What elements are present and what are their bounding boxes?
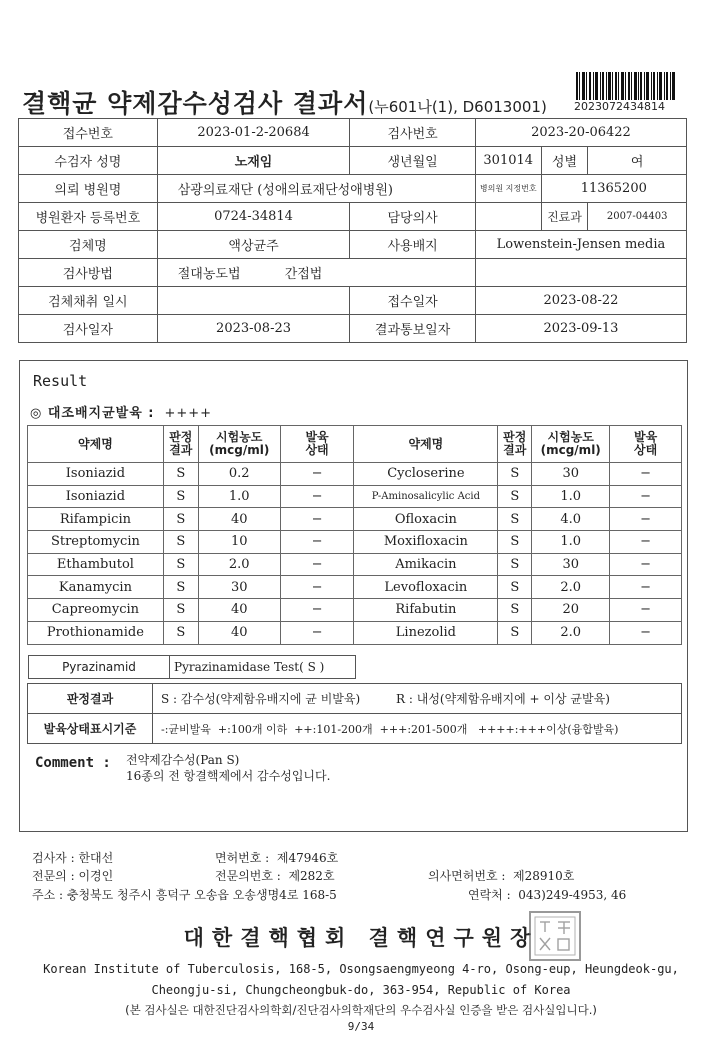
method-label: 검사방법 [19,259,158,287]
table-row [28,531,682,554]
barcode-icon [576,72,676,100]
report-date: 2023-09-13 [475,315,686,343]
specialist: 전문의 : 이경인 [32,869,114,883]
dob: 301014 [475,147,541,175]
dept-code: 2007-04403 [588,203,687,231]
hospital-code: 11365200 [541,175,686,203]
cell-r1: S [163,463,198,486]
cell-g1: − [280,508,354,531]
drug-header: 약제명 [28,426,164,463]
cell-c2: 1.0 [532,485,610,508]
control-growth [30,402,212,421]
table-row [28,485,682,508]
cell-r1: S [163,485,198,508]
medium: Lowenstein-Jensen media [475,231,686,259]
control-growth-value: ++++ [164,406,213,421]
cell-g2: − [610,508,682,531]
conc-header-b [532,426,610,463]
test-date-label: 검사일자 [19,315,158,343]
judgment-legend-label: 판정결과 [28,684,153,714]
patient-name-label: 수검자 성명 [19,147,158,175]
hospital-label: 의뢰 병원명 [19,175,158,203]
cell-g2: − [610,531,682,554]
cell-r2: S [498,599,532,622]
judgment-r: R : 내성(약제함유배지에 + 이상 균발육) [396,692,610,706]
cell-c1: 40 [198,508,280,531]
cell-r1: S [163,508,198,531]
cell-c2: 30 [532,463,610,486]
cell-c1: 2.0 [198,553,280,576]
growth-header-b [610,426,682,463]
dob-label: 생년월일 [350,147,476,175]
cell-g2: − [610,553,682,576]
table-row [28,508,682,531]
cell-g1: − [280,463,354,486]
cell-r2: S [498,553,532,576]
growth-header-1: 발육 [305,430,329,444]
cell-g1: − [280,485,354,508]
cell-r1: S [163,576,198,599]
comment-label: Comment : [35,755,111,771]
test-no-label: 검사번호 [350,119,476,147]
cell-d2: P-Aminosalicylic Acid [354,485,498,508]
received-date: 2023-08-22 [475,287,686,315]
judgment-s: S : 감수성(약제함유배지에 균 비발육) [161,692,361,706]
hospital: 삼광의료재단 (성애의료재단성애병원) [157,175,475,203]
title-code: (누601나(1), D6013001) [368,98,547,116]
report-date-label: 결과통보일자 [350,315,476,343]
cell-d2: Levofloxacin [354,576,498,599]
cell-g2: − [610,599,682,622]
judgment-header [163,426,198,463]
cell-r1: S [163,599,198,622]
address: 주소 : 충청북도 청주시 흥덕구 오송읍 오송생명4로 168-5 [32,888,337,902]
patient-name: 노재임 [157,147,350,175]
judgment-header-1: 판정 [169,430,193,444]
cell-c1: 0.2 [198,463,280,486]
pza-label: Pyrazinamid [29,656,170,678]
cell-g1: − [280,576,354,599]
cell-c2: 2.0 [532,576,610,599]
cell-g2: − [610,576,682,599]
doctor-value [475,203,541,231]
document-title [22,84,547,120]
contact: 연락처 : 043)249-4953, 46 [468,888,627,902]
patient-reg: 0724-34814 [157,203,350,231]
table-row [28,621,682,644]
seal-stamp-icon [528,910,582,962]
cell-c2: 2.0 [532,621,610,644]
judgment-header-b1: 판정 [503,430,527,444]
drug-header-2: 약제명 [354,426,498,463]
english-address-2: Cheongju-si, Chungcheongbuk-do, 363-954, Republic of Korea [151,983,571,997]
cell-r2: S [498,621,532,644]
title-text: 결핵균 약제감수성검사 결과서 [22,89,369,118]
cell-g1: − [280,599,354,622]
judgment-header-2: 결과 [169,443,193,457]
patient-info-table [18,118,687,343]
sex: 여 [588,147,687,175]
cell-d1: Isoniazid [28,463,164,486]
cell-d2: Cycloserine [354,463,498,486]
cell-c2: 20 [532,599,610,622]
received-date-label: 접수일자 [350,287,476,315]
growth-header [280,426,354,463]
english-address-1: Korean Institute of Tuberculosis, 168-5, Osongsaengmyeong 4-ro, Osong-eup, Heungdeok-gu, [43,962,679,976]
cell-g2: − [610,621,682,644]
conc-header [198,426,280,463]
cell-r1: S [163,553,198,576]
receipt-no-label: 접수번호 [19,119,158,147]
doctor-license: 의사면허번호 : 제28910호 [428,869,575,883]
cell-r2: S [498,485,532,508]
cell-c1: 40 [198,621,280,644]
cell-d1: Kanamycin [28,576,164,599]
method [157,259,475,287]
sex-label: 성별 [541,147,588,175]
cell-d1: Rifampicin [28,508,164,531]
table-row [28,576,682,599]
cell-c1: 1.0 [198,485,280,508]
receipt-no: 2023-01-2-20684 [157,119,350,147]
test-no: 2023-20-06422 [475,119,686,147]
comment-line-2: 16종의 전 항결핵제에서 감수성입니다. [126,769,331,783]
specialist-no: 전문의번호 : 제282호 [215,869,335,883]
table-row [28,599,682,622]
cell-d1: Prothionamide [28,621,164,644]
growth-legend: -:균비발육 +:100개 이하 ++:101-200개 +++:201-500개 ++++:+++이상(융합발육) [153,714,682,744]
cell-g1: − [280,553,354,576]
table-row [28,463,682,486]
cell-c2: 30 [532,553,610,576]
patient-reg-label: 병원환자 등록번호 [19,203,158,231]
examiner: 검사자 : 한대선 [32,851,114,865]
hospital-code-label: 병의원 지정번호 [475,175,541,203]
doctor-label: 담당의사 [350,203,476,231]
growth-header-b1: 발육 [633,430,658,444]
cell-d1: Capreomycin [28,599,164,622]
growth-header-b2: 상태 [633,443,658,457]
license-no: 면허번호 : 제47946호 [215,851,339,865]
conc-header-b1: 시험농도 [547,430,594,444]
growth-legend-label: 발육상태표시기준 [28,714,153,744]
cell-r2: S [498,463,532,486]
cell-g2: − [610,463,682,486]
growth-header-2: 상태 [305,443,329,457]
cell-r1: S [163,531,198,554]
cell-g1: − [280,621,354,644]
test-date: 2023-08-23 [157,315,350,343]
cell-c1: 40 [198,599,280,622]
pyrazinamide-row [28,655,356,679]
judgment-header-b [498,426,532,463]
specimen-label: 검체명 [19,231,158,259]
cell-d2: Linezolid [354,621,498,644]
cell-g2: − [610,485,682,508]
cell-d2: Ofloxacin [354,508,498,531]
dept-label: 진료과 [541,203,588,231]
cell-r1: S [163,621,198,644]
conc-header-b2: (mcg/ml) [540,443,601,457]
conc-header-2: (mcg/ml) [209,443,270,457]
cell-d1: Streptomycin [28,531,164,554]
drug-results-table [27,425,682,645]
cell-g1: − [280,531,354,554]
collection-date [157,287,350,315]
cell-c1: 10 [198,531,280,554]
cell-d1: Isoniazid [28,485,164,508]
cell-c2: 4.0 [532,508,610,531]
barcode-number: 2023072434814 [574,100,665,113]
cell-d1: Ethambutol [28,553,164,576]
method-1: 절대농도법 [177,267,241,282]
cell-r2: S [498,508,532,531]
certification-note: (본 검사실은 대한진단검사의학회/진단검사의학재단의 우수검사실 인증을 받은 검사실입니다.) [125,1003,597,1017]
collection-date-label: 검체채취 일시 [19,287,158,315]
cell-d2: Amikacin [354,553,498,576]
control-growth-label: ◎ 대조배지균발육 : [30,406,155,421]
cell-d2: Moxifloxacin [354,531,498,554]
cell-c1: 30 [198,576,280,599]
table-row [28,553,682,576]
pza-value: Pyrazinamidase Test( S ) [174,660,325,674]
medium-label: 사용배지 [350,231,476,259]
judgment-header-b2: 결과 [503,443,527,457]
legend-table [27,683,682,744]
cell-r2: S [498,531,532,554]
page-number: 9/34 [347,1020,375,1033]
result-title: Result [33,372,88,390]
method-2: 간접법 [284,267,323,282]
judgment-legend [153,684,682,714]
cell-r2: S [498,576,532,599]
cell-d2: Rifabutin [354,599,498,622]
comment-line-1: 전약제감수성(Pan S) [126,753,240,767]
organization-name: 대한결핵협회 결핵연구원장 [183,926,539,950]
method-empty [475,259,686,287]
conc-header-1: 시험농도 [216,430,263,444]
cell-c2: 1.0 [532,531,610,554]
specimen: 액상균주 [157,231,350,259]
